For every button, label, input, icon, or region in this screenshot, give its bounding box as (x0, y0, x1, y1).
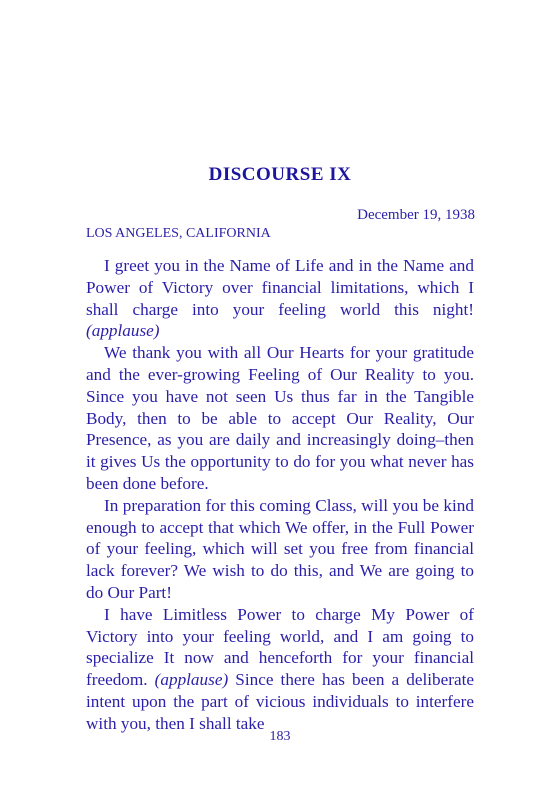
paragraph-4 (86, 604, 474, 735)
paragraph-1 (86, 255, 474, 342)
paragraph-3 (86, 495, 474, 604)
page-number: 183 (269, 729, 291, 744)
applause-note: (applause) (154, 670, 229, 690)
paragraph-3-text: In preparation for this coming Class, will you be kind enough to accept that which We offer, in the Full Power of your feeling, which will set you free from financial lack forever? We wish to do this, and We are going to do Our Part! (86, 495, 474, 602)
paragraph-2-text: We thank you with all Our Hearts for your gratitude and the ever-growing Feeling of Our Reality to you. Since you have not seen Us thus far in the Tangible Body, then to be able to accept Our Reality, Our Presence, as you are daily and increasingly doing–then it gives Us the opportunity to do for you what never has been done before. (86, 343, 474, 493)
discourse-heading: DISCOURSE IX (208, 164, 352, 185)
paragraph-4-continuation: Since there has been a deliberate intent upon the part of vicious individuals to interfere with you, then I shall take (86, 670, 474, 733)
discourse-date: December 19, 1938 (357, 207, 475, 223)
applause-note: (applause) (86, 321, 160, 341)
paragraph-1-text: I greet you in the Name of Life and in the Name and Power of Victory over financial limitations, which I shall charge into your feeling world this night! (86, 256, 474, 319)
paragraph-4-text: I have Limitless Power to charge My Power of Victory into your feeling world, and I am going to specialize It now and henceforth for your financial freedom. (86, 604, 474, 690)
paragraph-2 (86, 342, 474, 495)
discourse-body (86, 255, 474, 735)
discourse-location: LOS ANGELES, CALIFORNIA (86, 226, 271, 241)
